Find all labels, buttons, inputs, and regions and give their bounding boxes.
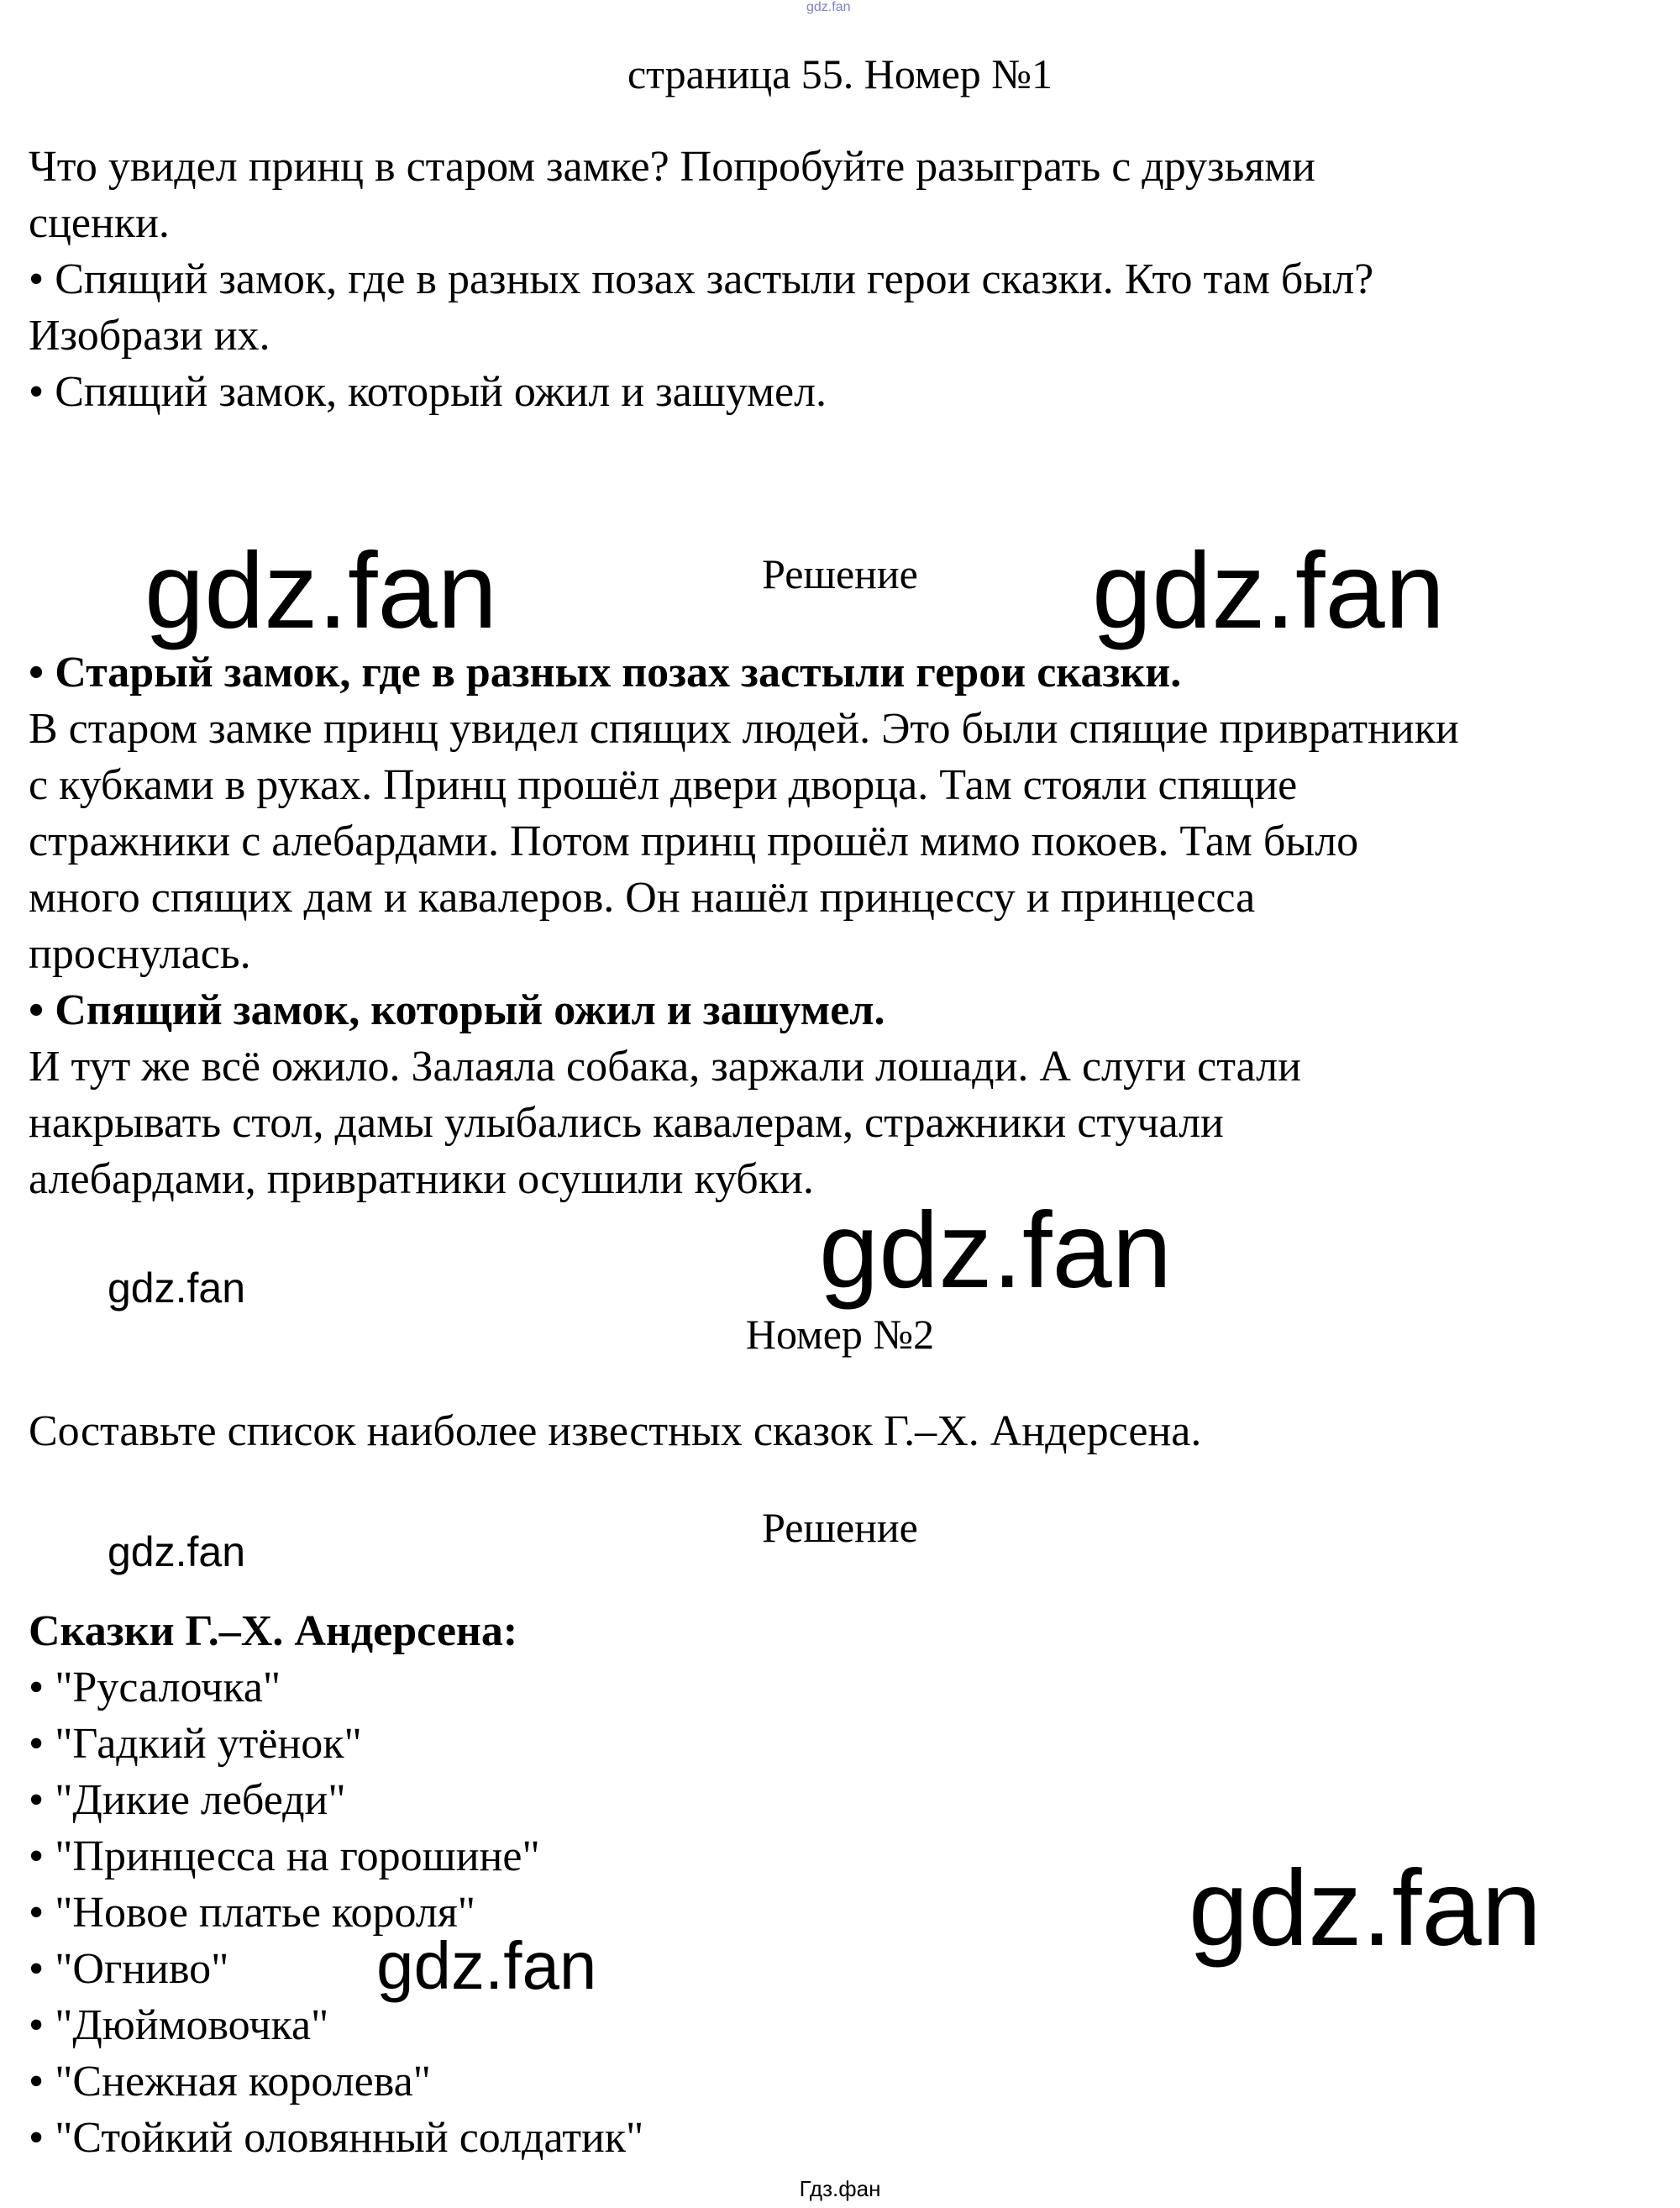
task1-line: • Спящий замок, где в разных позах застыли герои сказки. Кто там был? bbox=[29, 255, 1374, 303]
list-item: • "Дюймовочка" bbox=[29, 2001, 329, 2049]
list-item: • "Дикие лебеди" bbox=[29, 1776, 346, 1824]
task1-line: Изобрази их. bbox=[29, 312, 270, 360]
list-item: • "Принцесса на горошине" bbox=[29, 1832, 540, 1880]
watermark: gdz.fan bbox=[1189, 1848, 1541, 1969]
watermark: gdz.fan bbox=[108, 1264, 246, 1312]
list-item: • "Стойкий оловянный солдатик" bbox=[29, 2114, 644, 2162]
list-item: • "Русалочка" bbox=[29, 1664, 281, 1711]
watermark: gdz.fan bbox=[376, 1928, 597, 2003]
task1-text bbox=[29, 139, 1675, 420]
solution1-heading: Решение bbox=[762, 550, 918, 597]
task1-line: Что увидел принц в старом замке? Попробуйте разыграть с друзьями bbox=[29, 143, 1315, 191]
task1-line: сценки. bbox=[29, 199, 170, 247]
list-item: • "Огниво" bbox=[29, 1945, 229, 1993]
solution1-line: проснулась. bbox=[29, 930, 251, 978]
top-watermark: gdz.fan bbox=[806, 0, 851, 14]
solution1-line: В старом замке принц увидел спящих людей. Это были спящие привратники bbox=[29, 705, 1459, 753]
list-item: • "Снежная королева" bbox=[29, 2058, 431, 2105]
page-title: страница 55. Номер №1 bbox=[627, 50, 1053, 97]
solution1-subheading: • Старый замок, где в разных позах застыли герои сказки. bbox=[29, 649, 1182, 697]
list-item: • "Новое платье короля" bbox=[29, 1889, 475, 1937]
watermark: gdz.fan bbox=[144, 531, 497, 651]
solution1-line: накрывать стол, дамы улыбались кавалерам, стражники стучали bbox=[29, 1099, 1224, 1147]
watermark: gdz.fan bbox=[108, 1528, 246, 1575]
footer-text: Гдз.фан bbox=[799, 2176, 881, 2201]
solution1-line: много спящих дам и кавалеров. Он нашёл принцессу и принцесса bbox=[29, 874, 1256, 922]
task2-line: Составьте список наиболее известных сказок Г.–Х. Андерсена. bbox=[29, 1407, 1202, 1455]
solution1-line: алебардами, привратники осушили кубки. bbox=[29, 1155, 814, 1203]
solution1-text bbox=[29, 644, 1675, 1207]
solution1-line: стражники с алебардами. Потом принц прошёл мимо покоев. Там было bbox=[29, 817, 1359, 865]
watermark: gdz.fan bbox=[819, 1191, 1172, 1311]
task2-title: Номер №2 bbox=[745, 1311, 935, 1358]
solution1-line: с кубками в руках. Принц прошёл двери дворца. Там стояли спящие bbox=[29, 761, 1298, 809]
solution1-subheading: • Спящий замок, который ожил и зашумел. bbox=[29, 986, 885, 1034]
list-item: • "Гадкий утёнок" bbox=[29, 1720, 362, 1768]
solution2-heading: Решение bbox=[762, 1504, 918, 1551]
task1-line: • Спящий замок, который ожил и зашумел. bbox=[29, 368, 827, 416]
solution2-list-title: Сказки Г.–Х. Андерсена: bbox=[29, 1607, 518, 1655]
watermark: gdz.fan bbox=[1092, 531, 1445, 651]
solution1-line: И тут же всё ожило. Залаяла собака, заржали лошади. А слуги стали bbox=[29, 1043, 1301, 1091]
task2-text bbox=[29, 1403, 1675, 1459]
